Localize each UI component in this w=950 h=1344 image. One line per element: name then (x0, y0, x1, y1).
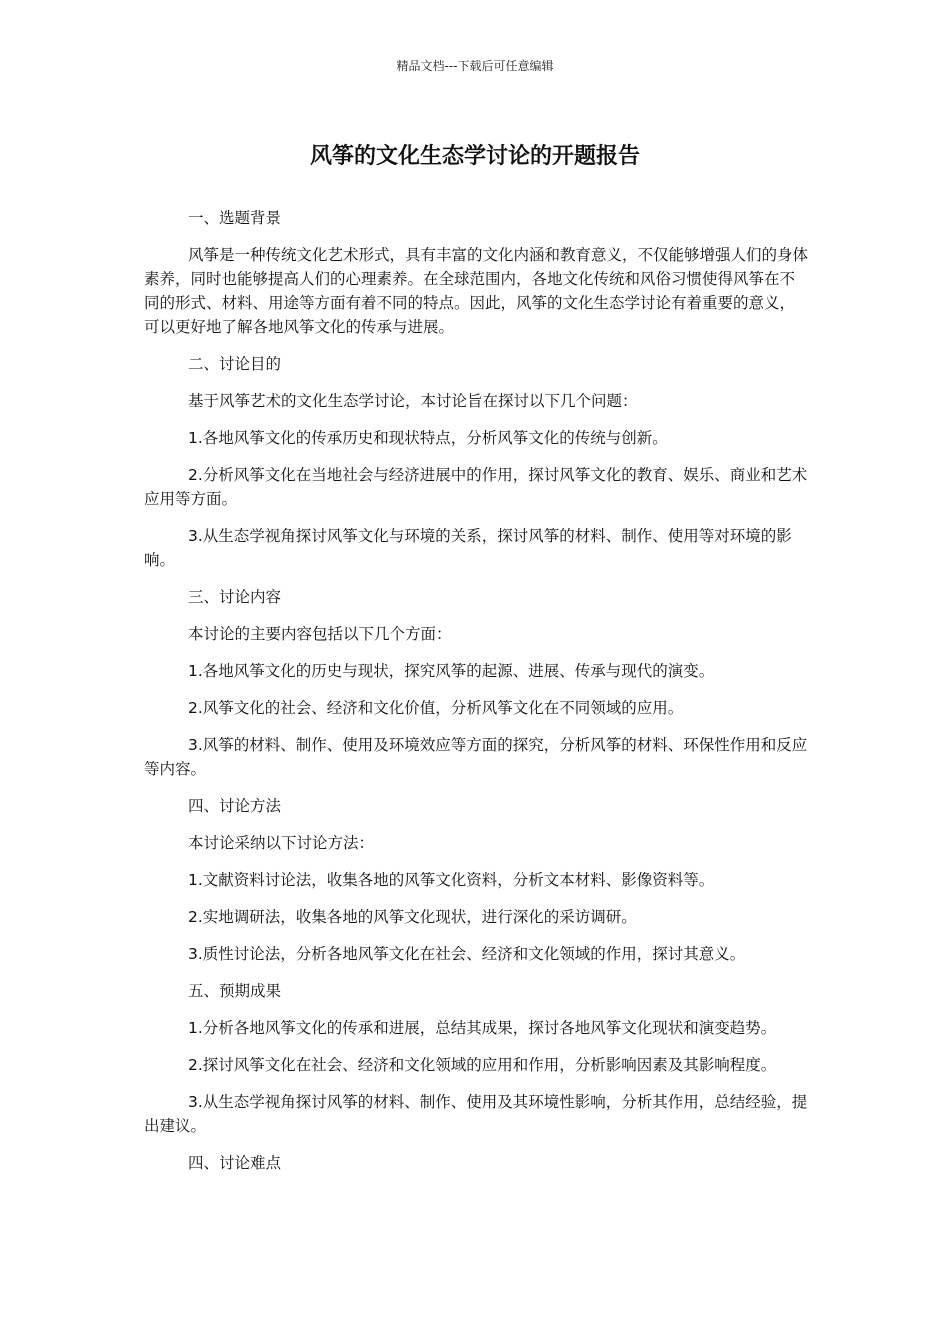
document-body (144, 206, 810, 1188)
page-header-note: 精品文档---下载后可任意编辑 (396, 59, 554, 73)
section-heading-purpose: 二、讨论目的 (188, 355, 282, 373)
paragraph-outcomes-item-3: 3.从生态学视角探讨风筝的材料、制作、使用及其环境性影响，分析其作用，总结经验，提出建议。 (144, 1093, 808, 1135)
paragraph-content-item-2: 2.风筝文化的社会、经济和文化价值，分析风筝文化在不同领域的应用。 (188, 699, 684, 717)
section-heading-background: 一、选题背景 (188, 209, 282, 227)
section-heading-difficulties: 四、讨论难点 (188, 1154, 282, 1172)
paragraph-method-item-3: 3.质性讨论法，分析各地风筝文化在社会、经济和文化领域的作用，探讨其意义。 (188, 945, 746, 963)
paragraph-method-item-2: 2.实地调研法，收集各地的风筝文化现状，进行深化的采访调研。 (188, 908, 637, 926)
section-heading-content: 三、讨论内容 (188, 588, 282, 606)
paragraph-content-intro: 本讨论的主要内容包括以下几个方面： (188, 625, 452, 643)
paragraph-purpose-intro: 基于风筝艺术的文化生态学讨论，本讨论旨在探讨以下几个问题： (188, 392, 638, 410)
paragraph-method-intro: 本讨论采纳以下讨论方法： (188, 834, 375, 852)
paragraph-purpose-item-3: 3.从生态学视角探讨风筝文化与环境的关系，探讨风筝的材料、制作、使用等对环境的影响。 (144, 527, 792, 569)
section-heading-outcomes: 五、预期成果 (188, 982, 282, 1000)
paragraph-outcomes-item-1: 1.分析各地风筝文化的传承和进展，总结其成果，探讨各地风筝文化现状和演变趋势。 (188, 1019, 777, 1037)
paragraph-method-item-1: 1.文献资料讨论法，收集各地的风筝文化资料，分析文本材料、影像资料等。 (188, 871, 715, 889)
paragraph-outcomes-item-2: 2.探讨风筝文化在社会、经济和文化领域的应用和作用，分析影响因素及其影响程度。 (188, 1056, 777, 1074)
paragraph-content-item-3: 3.风筝的材料、制作、使用及环境效应等方面的探究，分析风筝的材料、环保性作用和反应等内容。 (144, 736, 808, 778)
document-title: 风筝的文化生态学讨论的开题报告 (309, 144, 640, 169)
paragraph-content-item-1: 1.各地风筝文化的历史与现状，探究风筝的起源、进展、传承与现代的演变。 (188, 662, 715, 680)
section-heading-method: 四、讨论方法 (188, 797, 282, 815)
paragraph-purpose-item-1: 1.各地风筝文化的传承历史和现状特点，分析风筝文化的传统与创新。 (188, 429, 668, 447)
paragraph-purpose-item-2: 2.分析风筝文化在当地社会与经济进展中的作用，探讨风筝文化的教育、娱乐、商业和艺术应用等方面。 (144, 466, 808, 508)
paragraph-background: 风筝是一种传统文化艺术形式，具有丰富的文化内涵和教育意义，不仅能够增强人们的身体素养，同时也能够提高人们的心理素养。在全球范围内，各地文化传统和风俗习惯使得风筝在不同的形式、材料、用途等方面有着不同的特点。因此，风筝的文化生态学讨论有着重要的意义，可以更好地了解各地风筝文化的传承与进展。 (144, 246, 809, 336)
